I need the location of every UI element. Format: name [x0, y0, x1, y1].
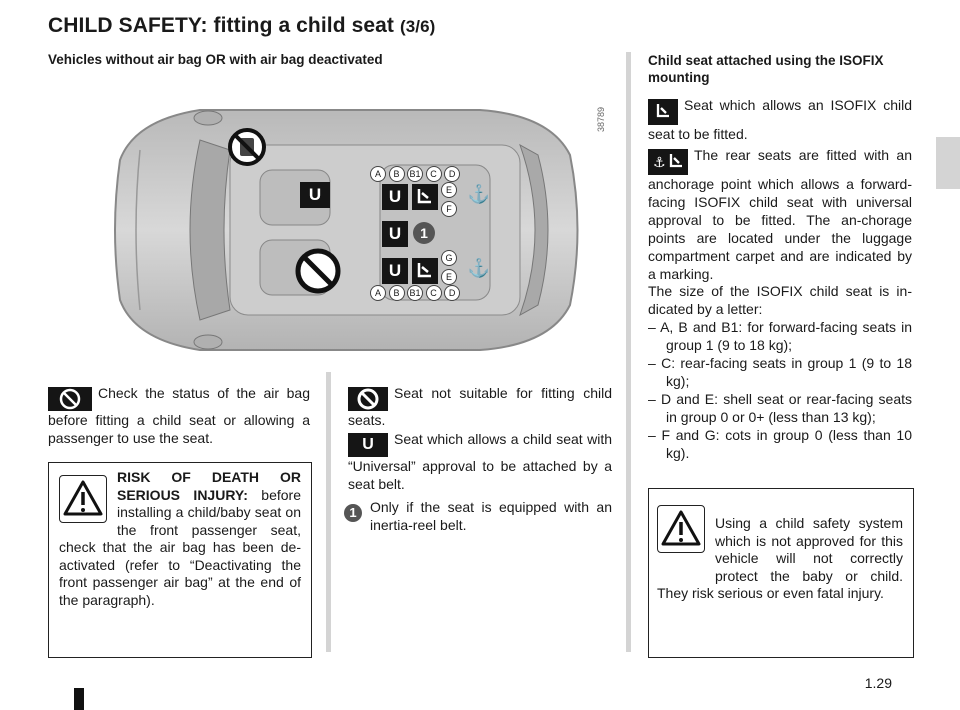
anchorage-text: The rear seats are fitted with an anchorage point which allows a forward-facing ISOFIX child seat with universal approval to be fitted. The an-chorage points are located under the luggage compartment carpet and are indicated by a marking. [648, 147, 912, 282]
airbag-check-text: Check the status of the air bag before fitting a child seat or allowing a passenger to use the seat. [48, 385, 310, 446]
car-diagram [80, 100, 600, 360]
airbag-check-paragraph [48, 384, 310, 447]
warning-risk-text [59, 469, 301, 609]
warning-box-risk [48, 462, 312, 658]
size-list-item: – F and G: cots in group 0 (less than 10 kg). [648, 427, 912, 461]
size-list [648, 318, 912, 462]
size-letter: B [389, 166, 405, 182]
isofix-seat-legend-icon [648, 99, 678, 125]
size-letter: A [370, 166, 386, 182]
car-top-view [80, 100, 600, 360]
size-letter: E [441, 269, 457, 285]
isofix-seat-text: Seat which allows an ISOFIX child seat to be fitted. [648, 97, 912, 142]
column-divider-right [626, 52, 631, 652]
anchorage-paragraph [648, 146, 912, 283]
marker-1-badge [344, 504, 362, 522]
isofix-seat-icon [412, 258, 438, 284]
column-divider-middle [326, 372, 331, 652]
inertia-text: Only if the seat is equipped with an inertia-reel belt. [370, 499, 612, 533]
anchorage-point-icon: ⚓ [467, 258, 491, 278]
page-number: 1.29 [864, 675, 892, 691]
size-letter: G [441, 250, 457, 266]
isofix-size-letters-bottom [370, 285, 460, 301]
warning-risk-body: before installing a child/baby seat on the front passenger seat, check that the air bag has been de-activated (refer to “Deactivating the front passenger air bag” at the end of the paragraph). [59, 486, 301, 608]
size-intro-text: The size of the ISOFIX child seat is in-dicated by a letter: [648, 283, 912, 317]
warning-risk-heading: RISK OF DEATH OR SERIOUS INJURY: [117, 469, 301, 503]
size-letter: B [389, 285, 405, 301]
page-title-part: (3/6) [399, 17, 436, 36]
isofix-seat-icon [412, 184, 438, 210]
not-suitable-paragraph [348, 384, 612, 429]
warning-approval-text [657, 515, 903, 603]
size-letter: B1 [407, 285, 423, 301]
universal-text: Seat which allows a child seat with “Universal” approval to be attached by a seat belt. [348, 431, 612, 492]
universal-seat-badge-front: U [300, 182, 330, 208]
marker-1-icon: 1 [344, 504, 362, 522]
size-list-item: – C: rear-facing seats in group 1 (9 to 18 kg); [648, 355, 912, 389]
size-letter: D [444, 285, 460, 301]
anchorage-point-icon: ⚓ [467, 184, 491, 204]
size-letter: A [370, 285, 386, 301]
size-letter: C [426, 166, 442, 182]
page-title [48, 14, 435, 38]
section-subtitle: Vehicles without air bag OR with air bag deactivated [48, 52, 383, 67]
not-suitable-text: Seat not suitable for fitting child seats. [348, 385, 612, 428]
isofix-side-letters-upper [441, 182, 457, 217]
callout-marker-1: 1 [413, 222, 435, 244]
size-list-item: – A, B and B1: for forward-facing seats in group 1 (9 to 18 kg); [648, 319, 912, 353]
warning-approval-body: Using a child safety system which is not approved for this vehicle will not correctly protect the baby or child. They risk serious or even fatal injury. [657, 515, 903, 601]
universal-seat-badge-rear-center: U [382, 221, 408, 247]
universal-badge: U [348, 433, 388, 457]
thumb-tab [936, 137, 960, 189]
airbag-prohibited-icon [228, 128, 266, 166]
isofix-side-letters-lower [441, 250, 457, 285]
warning-box-approval [648, 488, 914, 658]
svg-text:⚓: ⚓ [653, 154, 666, 171]
crop-mark [74, 688, 84, 710]
size-letter: C [426, 285, 442, 301]
anchorage-legend-icon [648, 149, 688, 175]
size-letter: B1 [407, 166, 423, 182]
isofix-size-letters-top [370, 166, 460, 182]
size-letter: F [441, 201, 457, 217]
size-letter: E [441, 182, 457, 198]
page-title-text: CHILD SAFETY: fitting a child seat [48, 14, 395, 37]
seat-not-suitable-icon [295, 248, 341, 294]
universal-seat-badge-rear-left: U [382, 184, 408, 210]
isofix-heading: Child seat attached using the ISOFIX mounting [648, 53, 884, 85]
figure-code: 38789 [596, 106, 606, 132]
not-suitable-icon [348, 387, 388, 411]
isofix-seat-paragraph [648, 96, 912, 143]
universal-paragraph [348, 430, 612, 493]
airbag-check-icon [48, 387, 92, 411]
universal-seat-badge-rear-right: U [382, 258, 408, 284]
size-list-item: – D and E: shell seat or rear-facing seats in group 0 or 0+ (less than 13 kg); [648, 391, 912, 425]
size-letter: D [444, 166, 460, 182]
